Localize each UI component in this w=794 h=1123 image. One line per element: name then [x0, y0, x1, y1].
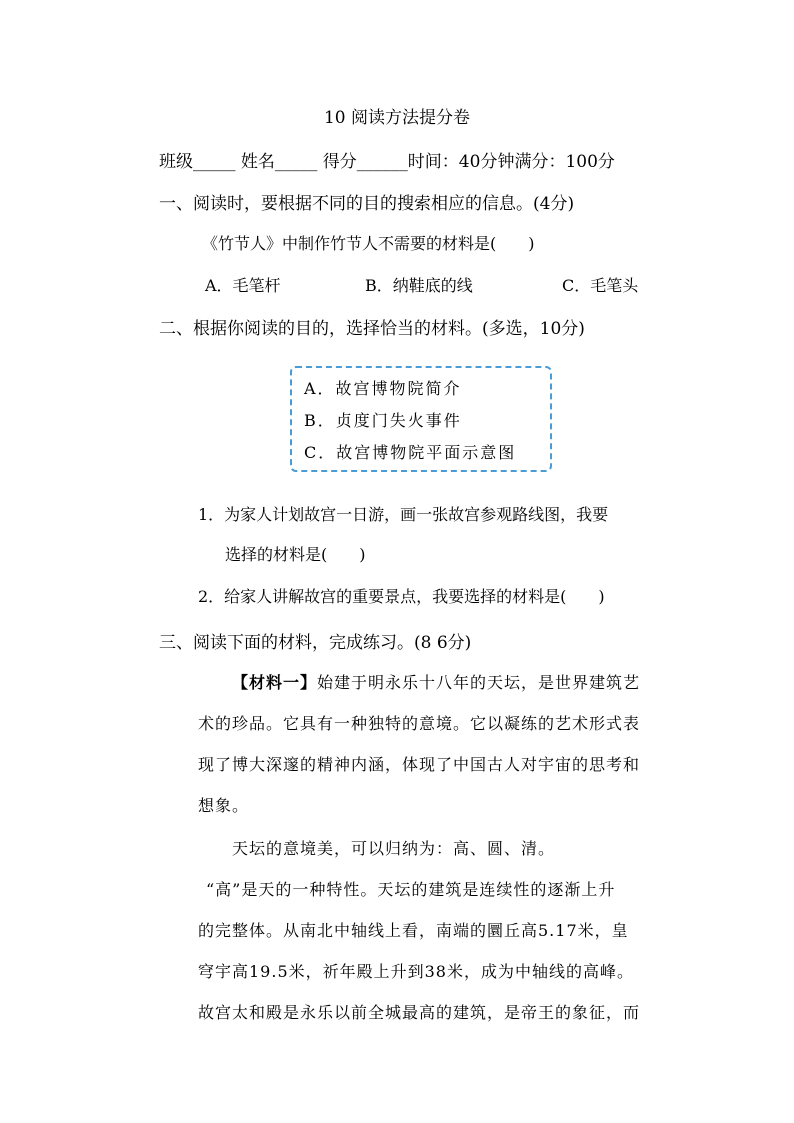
material-label: 【材料一】	[232, 673, 318, 692]
material-b: B．贞度门失火事件	[304, 411, 462, 430]
passage-para-3-line-2: 的完整体。从南北中轴线上看，南端的圜丘高5.17米，皇	[198, 921, 629, 940]
passage-para-3-line-1: “高”是天的一种特性。天坛的建筑是连续性的逐渐上升	[206, 880, 616, 899]
passage-para-3-line-4: 故宫太和殿是永乐以前全城最高的建筑，是帝王的象征，而	[198, 1003, 641, 1022]
page-title: 10 阅读方法提分卷	[323, 108, 471, 128]
option-a: A．毛笔杆	[205, 276, 281, 295]
material-a: A．故宫博物院简介	[304, 379, 462, 398]
section-2-question-1: 1．为家人计划故宫一日游，画一张故宫参观路线图，我要	[198, 505, 609, 524]
section-1-heading: 一、阅读时，要根据不同的目的搜索相应的信息。(4分)	[159, 194, 575, 214]
section-3-heading: 三、阅读下面的材料，完成练习。(8 6分)	[159, 633, 472, 653]
option-b: B．纳鞋底的线	[365, 276, 473, 295]
passage-para-1-line-3: 现了博大深邃的精神内涵，体现了中国古人对宇宙的思考和	[198, 755, 641, 774]
passage-para-2: 天坛的意境美，可以归纳为：高、圆、清。	[232, 839, 556, 858]
option-c: C．毛笔头	[562, 276, 639, 295]
section-2-question-2: 2．给家人讲解故宫的重要景点，我要选择的材料是( )	[198, 587, 605, 606]
section-2-question-1-cont: 选择的材料是( )	[225, 545, 366, 564]
passage-para-1-line-2: 术的珍品。它具有一种独特的意境。它以凝练的艺术形式表	[198, 714, 641, 733]
passage-text: 始建于明永乐十八年的天坛，是世界建筑艺	[317, 673, 641, 692]
section-2-heading: 二、根据你阅读的目的，选择恰当的材料。(多选，10分)	[159, 319, 585, 339]
materials-box	[290, 366, 552, 472]
student-info-line: 班级_____ 姓名_____ 得分______时间：40分钟满分：100分	[159, 152, 615, 172]
material-c: C．故宫博物院平面示意图	[304, 443, 517, 462]
passage-para-1-line-1	[232, 670, 640, 693]
passage-para-1-line-4: 想象。	[198, 796, 250, 815]
section-1-question: 《竹节人》中制作竹节人不需要的材料是( )	[202, 234, 535, 253]
passage-para-3-line-3: 穹宇高19.5米，祈年殿上升到38米，成为中轴线的高峰。	[198, 962, 634, 981]
